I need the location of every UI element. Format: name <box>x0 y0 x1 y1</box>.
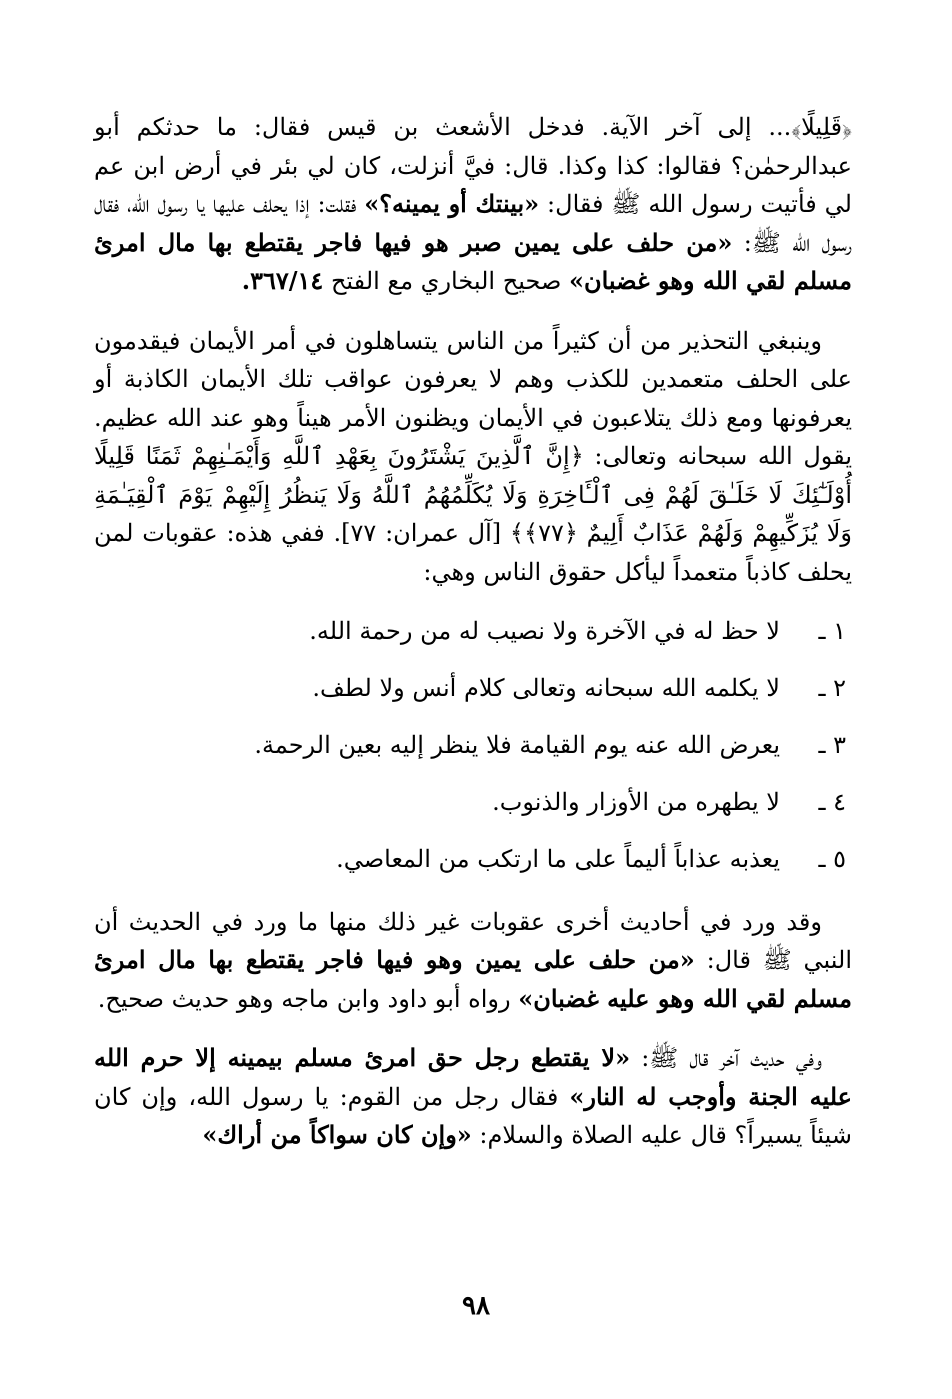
hadith-quote: «وإن كان سواكاً من أراك» <box>202 1120 472 1149</box>
list-item-number: ٢ ـ <box>818 674 846 702</box>
list-item-text: لا يطهره من الأوزار والذنوب. <box>492 788 780 816</box>
list-item <box>94 783 852 822</box>
paragraph-miswak-hadith <box>94 1039 852 1155</box>
text-segment: ﴿قَلِيلًا﴾... إلى آخر الآية. فدخل الأشعث بن قيس فقال: ما حدثكم أبو عبدالرحمٰن؟ فقالوا: كذا وكذا. قال: فيَّ أنزلت، كان لي بئر في أرض ابن عم لي فأتيت رسول الله ﷺ فقال: <box>94 113 852 218</box>
list-item-text: يعرض الله عنه يوم القيامة فلا ينظر إليه بعين الرحمة. <box>254 731 780 759</box>
text-segment: وفي حديث آخر قال ﷺ: <box>630 1044 822 1072</box>
list-item-text: لا حظ له في الآخرة ولا نصيب له من رحمة الله. <box>309 617 780 645</box>
hadith-quote: «من حلف على يمين صبر هو فيها فاجر يقتطع بها مال امرئ مسلم لقي الله وهو غضبان» <box>94 227 852 295</box>
reference: ٣٦٧/١٤. <box>241 266 324 295</box>
text-segment: صحيح البخاري مع الفتح <box>323 267 569 295</box>
text-segment: وقد ورد في أحاديث أخرى عقوبات غير ذلك منها ما ورد في الحديث أن النبي ﷺ قال: <box>94 907 852 974</box>
paragraph-other-hadith <box>94 903 852 1019</box>
hadith-quote: «من حلف على يمين وهو فيها فاجر يقتطع بها مال امرئ مسلم لقي الله وهو عليه غضبان» <box>94 945 852 1013</box>
text-segment: فقلت: إذا يحلف عليها يا رسول الله، فقال رسول الله ﷺ: <box>94 190 852 257</box>
list-item-number: ١ ـ <box>818 617 846 645</box>
list-item-text: يعذبه عذاباً أليماً على ما ارتكب من المعاصي. <box>336 845 780 873</box>
hadith-quote: «بينتك أو يمينه؟» <box>364 189 540 218</box>
list-item-number: ٥ ـ <box>818 845 846 873</box>
text-segment: رواه أبو داود وابن ماجه وهو حديث صحيح. <box>97 984 519 1013</box>
punishments-list <box>94 612 852 879</box>
list-item <box>94 612 852 651</box>
list-item-text: لا يكلمه الله سبحانه وتعالى كلام أنس ولا لطف. <box>312 674 780 702</box>
text-segment: وينبغي التحذير من أن كثيراً من الناس يتساهلون في أمر الأيمان فيقدمون على الحلف متعمدين للكذب وهم لا يعرفون عواقب تلك الأيمان الكاذبة أو يعرفونها ومع ذلك يتلاعبون في الأيمان ويظنون الأمر هيناً وهو عند الله عظيم. يقول الله سبحانه وتعالى: ﴿إِنَّ ٱلَّذِينَ يَشْتَرُونَ بِعَهْدِ ٱللَّهِ وَأَيْمَـٰنِهِمْ ثَمَنًا قَلِيلًا أُوْلَـٰٓئِكَ لَا خَلَـٰقَ لَهُمْ فِى ٱلْـَٔاخِرَةِ وَلَا يُكَلِّمُهُمُ ٱللَّهُ وَلَا يَنظُرُ إِلَيْهِمْ يَوْمَ ٱلْقِيَـٰمَةِ وَلَا يُزَكِّيهِمْ وَلَهُمْ عَذَابٌ أَلِيمٌ ﴿٧٧﴾﴾ [آل عمران: ٧٧]. ففي هذه: عقوبات لمن يحلف كاذباً متعمداً ليأكل حقوق الناس وهي: <box>94 326 853 586</box>
list-item <box>94 840 852 879</box>
paragraph-warning <box>94 322 852 592</box>
text-segment: فقال رجل من القوم: يا رسول الله، وإن كان شيئاً يسيراً؟ قال عليه الصلاة والسلام: <box>94 1082 852 1149</box>
list-item-number: ٣ ـ <box>818 731 846 759</box>
list-item <box>94 669 852 708</box>
hadith-quote: «لا يقتطع رجل حق امرئ مسلم بيمينه إلا حرم الله عليه الجنة وأوجب له النار» <box>94 1043 852 1111</box>
body-text <box>94 108 852 1155</box>
list-item-number: ٤ ـ <box>818 788 846 816</box>
paragraph-hadith-ashath <box>94 108 852 301</box>
page-number: ٩٨ <box>462 1291 490 1321</box>
list-item <box>94 726 852 765</box>
